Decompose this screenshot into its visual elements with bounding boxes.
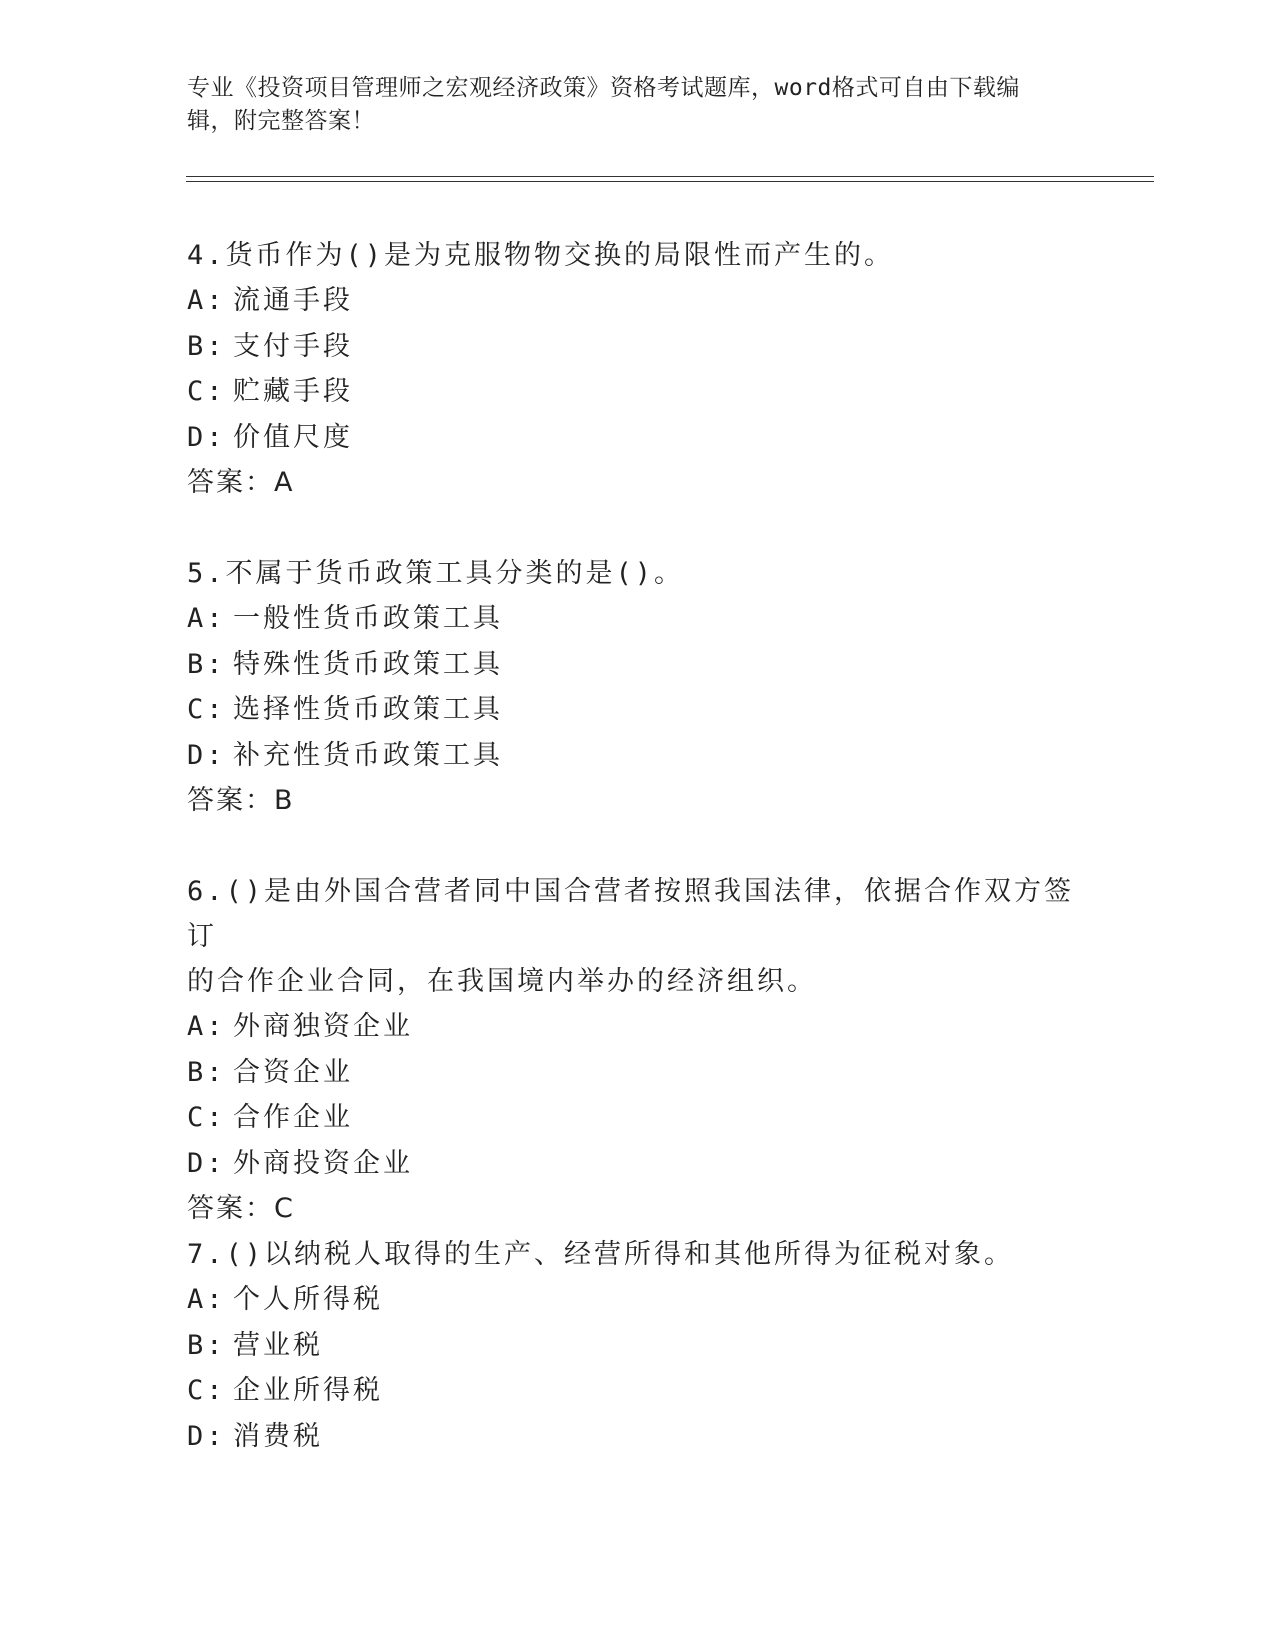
- option-text: 消费税: [233, 1420, 323, 1452]
- option-letter: C:: [187, 1375, 226, 1406]
- option-text: 特殊性货币政策工具: [233, 648, 503, 680]
- option-c: [187, 687, 1087, 733]
- header-line-1: 专业《投资项目管理师之宏观经济政策》资格考试题库，word格式可自由下载编: [187, 75, 1020, 101]
- option-letter: A:: [187, 603, 226, 634]
- option-text: 企业所得税: [233, 1375, 383, 1406]
- option-letter: A:: [187, 1284, 226, 1315]
- option-letter: C:: [187, 1102, 226, 1133]
- option-letter: B:: [187, 1329, 226, 1361]
- header-divider-top: [186, 176, 1154, 177]
- question-4: [187, 233, 1087, 506]
- option-text: 外商投资企业: [233, 1147, 413, 1179]
- option-letter: C:: [187, 694, 226, 725]
- option-text: 外商独资企业: [233, 1011, 413, 1042]
- question-6: [187, 869, 1087, 1232]
- question-text-line-1: 6.()是由外国合营者同中国合营者按照我国法律，依据合作双方签订: [187, 876, 1075, 952]
- question-text: 7.()以纳税人取得的生产、经营所得和其他所得为征税对象。: [187, 1239, 1015, 1270]
- question-text-line-2: 的合作企业合同，在我国境内举办的经济组织。: [187, 966, 817, 997]
- option-b: [187, 1323, 1087, 1369]
- header-line-2: 辑，附完整答案！: [187, 108, 375, 134]
- header-divider-bottom: [186, 181, 1154, 182]
- option-text: 流通手段: [233, 285, 353, 316]
- answer-line: 答案：B: [187, 785, 295, 816]
- option-letter: D:: [187, 1147, 226, 1179]
- option-d: [187, 733, 1087, 779]
- option-letter: D:: [187, 421, 226, 453]
- option-text: 个人所得税: [233, 1284, 383, 1315]
- option-a: [187, 1277, 1087, 1323]
- option-letter: B:: [187, 330, 226, 362]
- option-c: [187, 1095, 1087, 1141]
- option-text: 一般性货币政策工具: [233, 603, 503, 634]
- question-text: 4.货币作为()是为克服物物交换的局限性而产生的。: [187, 240, 895, 271]
- option-letter: D:: [187, 1420, 226, 1452]
- option-b: [187, 642, 1087, 688]
- option-text: 补充性货币政策工具: [233, 739, 503, 771]
- option-d: [187, 1141, 1087, 1187]
- option-text: 选择性货币政策工具: [233, 694, 503, 725]
- answer-line: 答案：C: [187, 1193, 295, 1224]
- option-letter: B:: [187, 648, 226, 680]
- option-b: [187, 324, 1087, 370]
- option-text: 支付手段: [233, 330, 353, 362]
- option-b: [187, 1050, 1087, 1096]
- option-a: [187, 596, 1087, 642]
- option-letter: C:: [187, 376, 226, 407]
- option-text: 价值尺度: [233, 421, 353, 453]
- document-header: [187, 72, 1087, 138]
- option-d: [187, 415, 1087, 461]
- option-text: 贮藏手段: [233, 376, 353, 407]
- option-letter: A:: [187, 285, 226, 316]
- option-letter: A:: [187, 1011, 226, 1042]
- question-7: [187, 1232, 1087, 1459]
- option-c: [187, 1368, 1087, 1414]
- option-text: 合资企业: [233, 1056, 353, 1088]
- option-letter: B:: [187, 1056, 226, 1088]
- question-5: [187, 551, 1087, 824]
- option-c: [187, 369, 1087, 415]
- option-letter: D:: [187, 739, 226, 771]
- question-text: 5.不属于货币政策工具分类的是()。: [187, 558, 685, 589]
- answer-line: 答案：A: [187, 467, 295, 498]
- option-a: [187, 1004, 1087, 1050]
- option-d: [187, 1414, 1087, 1460]
- option-text: 合作企业: [233, 1102, 353, 1133]
- option-a: [187, 278, 1087, 324]
- option-text: 营业税: [233, 1329, 323, 1361]
